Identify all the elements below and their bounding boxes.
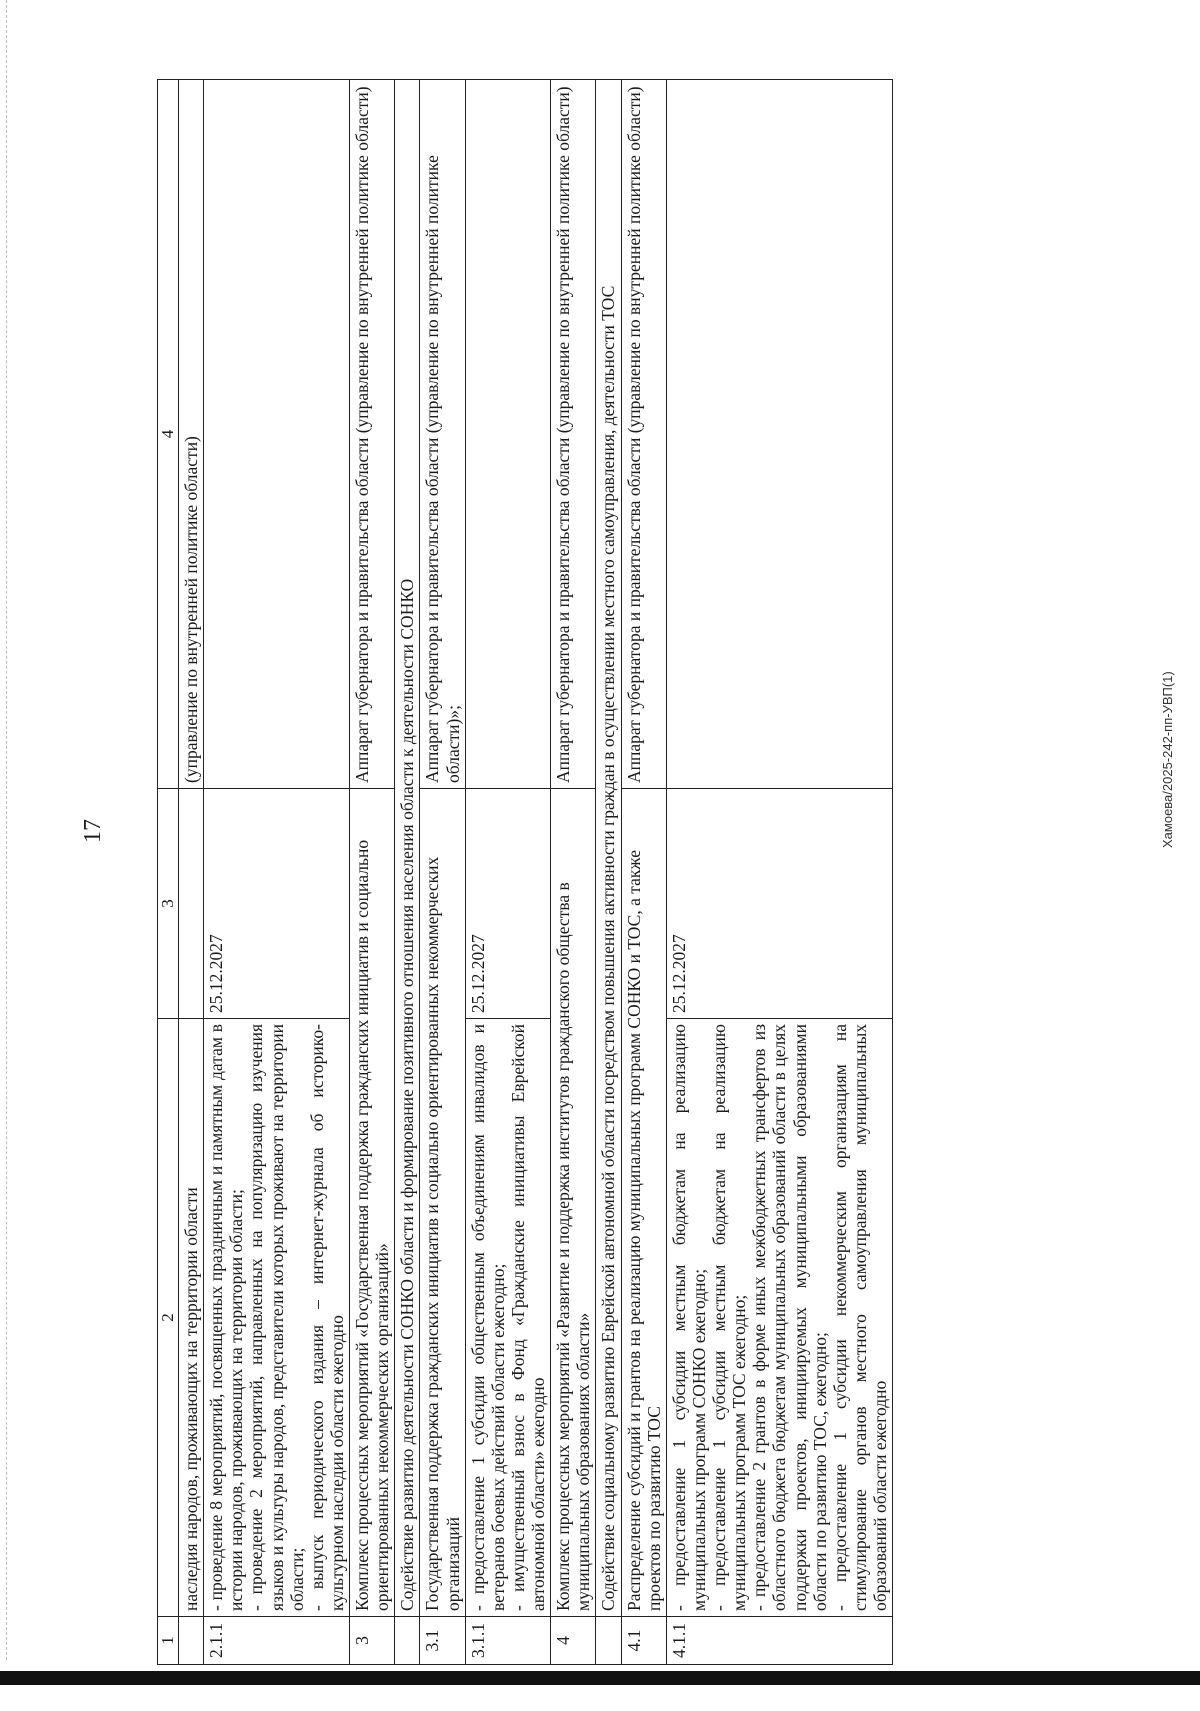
row-number: 4.1 [621, 1617, 666, 1665]
header-col-4: 4 [158, 80, 179, 789]
row-line: - предоставление 1 субсидии общественным объединениям инвалидов и ветеранов боевых действий области ежегодно; [467, 1024, 508, 1611]
row-text: Государственная поддержка гражданских инициатив и социально ориентированных некоммерческих организаций [420, 789, 465, 1617]
row-line: - проведение 8 мероприятий, посвященных праздничным и памятным датам в истории народов, проживающих на территории области; [206, 1024, 247, 1611]
program-table-rotated [157, 80, 1089, 1665]
program-table [157, 79, 893, 1665]
row-date: 25.12.2027 [465, 789, 551, 1019]
row-responsible: Аппарат губернатора и правительства области (управление по внутренней политике области) [350, 80, 395, 789]
row-text: наследия народов, проживающих на территории области [179, 1019, 204, 1617]
row-text: Комплекс процессных мероприятий «Государственная поддержка гражданских инициатив и социально ориентированных некоммерческих организаций» [350, 789, 395, 1617]
row-text [465, 1019, 551, 1617]
table-row [666, 80, 892, 1665]
table-row [395, 80, 420, 1665]
row-responsible: (управление по внутренней политике области) [179, 80, 204, 789]
document-code: Хамоева/2025-242-пп-УВП(1) [1160, 671, 1175, 848]
row-line: - предоставление 1 субсидии некоммерческим организациям на стимулирование органов местного самоуправления муниципальных образований области ежегодно [829, 1024, 890, 1611]
row-number: 2.1.1 [204, 1617, 350, 1665]
table-row [350, 80, 395, 1665]
row-number: 4.1.1 [666, 1617, 892, 1665]
row-text: Распределение субсидий и грантов на реализацию муниципальных программ СОНКО и ТОС, а также проектов по развитию ТОС [621, 789, 666, 1617]
row-text [666, 1019, 892, 1617]
page-number: 17 [80, 819, 106, 843]
table-row [551, 80, 596, 1665]
row-date: 25.12.2027 [204, 789, 350, 1019]
row-responsible [666, 80, 892, 789]
row-line: - предоставление 1 субсидии местным бюджетам на реализацию муниципальных программ СОНКО ежегодно; [668, 1024, 709, 1611]
row-span-text: Содействие развитию деятельности СОНКО области и формирование позитивного отношения населения области к деятельности СОНКО [395, 80, 420, 1617]
row-responsible [465, 80, 551, 789]
row-line: - проведение 2 мероприятий, направленных на популяризацию изучения языков и культуры народов, представители которых проживают на территории области; [246, 1024, 307, 1611]
row-responsible: Аппарат губернатора и правительства области (управление по внутренней политике области) [621, 80, 666, 789]
table-row [420, 80, 465, 1665]
table-row [596, 80, 621, 1665]
scan-gutter-line [6, 0, 8, 1660]
table-row [465, 80, 551, 1665]
scan-edge-bar [0, 1671, 1200, 1685]
row-line: - имущественный взнос в Фонд «Гражданские инициативы Еврейской автономной области» ежегодно [507, 1024, 548, 1611]
table-row [204, 80, 350, 1665]
table-row [621, 80, 666, 1665]
row-number: 3.1 [420, 1617, 465, 1665]
row-responsible: Аппарат губернатора и правительства области (управление по внутренней политике области) [551, 80, 596, 789]
row-responsible: Аппарат губернатора и правительства области (управление по внутренней политике области)»; [420, 80, 465, 789]
row-date: 25.12.2027 [666, 789, 892, 1019]
row-number: 3 [350, 1617, 395, 1665]
row-number [395, 1617, 420, 1665]
table-row [179, 80, 204, 1665]
row-responsible [204, 80, 350, 789]
header-col-2: 2 [158, 1019, 179, 1617]
row-line: - предоставление 1 субсидии местным бюджетам на реализацию муниципальных программ ТОС ежегодно; [709, 1024, 750, 1611]
row-number [179, 1617, 204, 1665]
row-date [179, 789, 204, 1019]
row-line: - предоставление 2 грантов в форме иных межбюджетных трансфертов из областного бюджета бюджетам муниципальных образований области в целях поддержки проектов, инициируемых муниципальными образованиями области по развитию ТОС, ежегодно; [749, 1024, 830, 1611]
header-col-1: 1 [158, 1617, 179, 1665]
row-span-text: Содействие социальному развитию Еврейской автономной области посредством повышения активности граждан в осуществлении местного самоуправления, деятельности ТОС [596, 80, 621, 1617]
row-number: 4 [551, 1617, 596, 1665]
row-number: 3.1.1 [465, 1617, 551, 1665]
row-text: Комплекс процессных мероприятий «Развитие и поддержка институтов гражданского общества в муниципальных образованиях области» [551, 789, 596, 1617]
header-col-3: 3 [158, 789, 179, 1019]
row-number [596, 1617, 621, 1665]
row-text [204, 1019, 350, 1617]
row-line: - выпуск периодического издания – интернет-журнала об историко-культурном наследии области ежегодно [306, 1024, 347, 1611]
header-row [158, 80, 179, 1665]
